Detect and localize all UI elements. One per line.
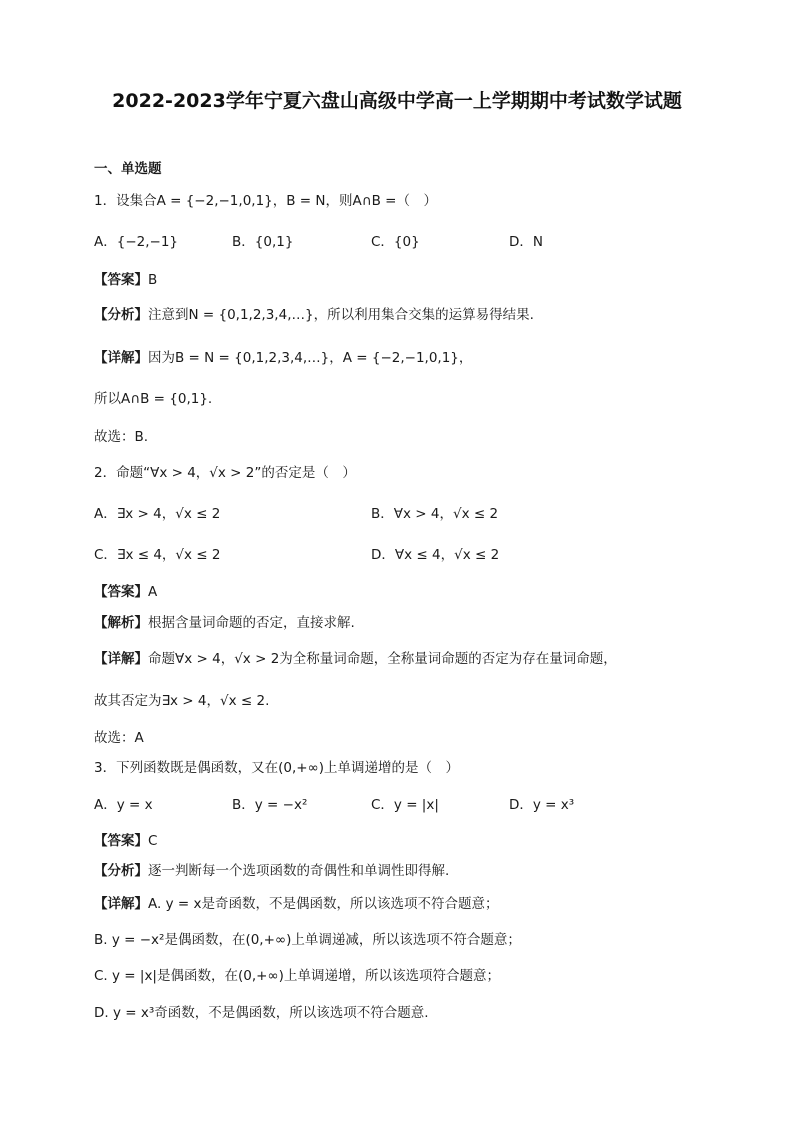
q2-detail-2: 故其否定为∃x > 4，√x ≤ 2. [94,693,270,709]
q3-option-c: C．y = |x| [371,797,439,813]
question-2-stem: 2．命题“∀x > 4，√x > 2”的否定是（ ） [94,465,356,481]
analysis-text: 逐一判断每一个选项函数的奇偶性和单调性即得解. [148,863,450,879]
q2-detail [94,650,617,668]
q3-answer [94,832,157,850]
q3-detail [94,895,498,913]
q1-option-b: B．{0,1} [232,234,294,250]
q2-option-b: B．∀x > 4，√x ≤ 2 [371,506,499,522]
q1-option-d: D．N [509,234,543,250]
detail-tag: 【详解】 [94,651,148,667]
q3-detail-c: C. y = |x|是偶函数，在(0,+∞)上单调递增，所以该选项符合题意； [94,968,500,984]
q2-option-c: C．∃x ≤ 4，√x ≤ 2 [94,547,221,563]
q1-detail-2: 所以A∩B = {0,1}. [94,391,213,407]
q3-analysis [94,862,449,880]
analysis-text: 根据含量词命题的否定，直接求解. [148,615,355,631]
q3-detail-d: D. y = x³奇函数，不是偶函数，所以该选项不符合题意. [94,1005,429,1021]
q1-analysis [94,306,534,324]
detail-text: A. y = x是奇函数，不是偶函数，所以该选项不符合题意； [148,896,499,912]
analysis-text: 注意到N = {0,1,2,3,4,…}，所以利用集合交集的运算易得结果. [148,307,534,323]
question-3-stem: 3．下列函数既是偶函数，又在(0,+∞)上单调递增的是（ ） [94,760,460,776]
analysis-tag: 【分析】 [94,307,148,323]
q3-option-b: B．y = −x² [232,797,308,813]
q3-option-d: D．y = x³ [509,797,575,813]
q2-analysis [94,614,355,632]
section-heading: 一、单选题 [94,161,162,177]
analysis-tag: 【解析】 [94,615,148,631]
detail-text: 因为B = N = {0,1,2,3,4,…}，A = {−2,−1,0,1}， [148,350,473,366]
q1-option-a: A．{−2,−1} [94,234,179,250]
detail-tag: 【详解】 [94,896,148,912]
detail-text: 命题∀x > 4，√x > 2为全称量词命题，全称量词命题的否定为存在量词命题， [148,651,617,667]
q2-answer [94,583,157,601]
page-title: 2022-2023学年宁夏六盘山高级中学高一上学期期中考试数学试题 [112,90,682,112]
answer-tag: 【答案】 [94,584,148,600]
q3-option-a: A．y = x [94,797,153,813]
answer-value: A [148,584,158,600]
q1-conclusion: 故选：B. [94,429,149,445]
detail-tag: 【详解】 [94,350,148,366]
answer-tag: 【答案】 [94,833,148,849]
q2-option-d: D．∀x ≤ 4，√x ≤ 2 [371,547,500,563]
answer-value: C [148,833,158,849]
q1-detail [94,349,472,367]
answer-tag: 【答案】 [94,272,148,288]
q2-conclusion: 故选：A [94,730,144,746]
q3-detail-b: B. y = −x²是偶函数，在(0,+∞)上单调递减，所以该选项不符合题意； [94,932,521,948]
question-1-stem: 1．设集合A = {−2,−1,0,1}，B = N，则A∩B =（ ） [94,193,437,209]
q2-option-a: A．∃x > 4，√x ≤ 2 [94,506,221,522]
q1-answer [94,271,157,289]
analysis-tag: 【分析】 [94,863,148,879]
q1-option-c: C．{0} [371,234,420,250]
answer-value: B [148,272,158,288]
